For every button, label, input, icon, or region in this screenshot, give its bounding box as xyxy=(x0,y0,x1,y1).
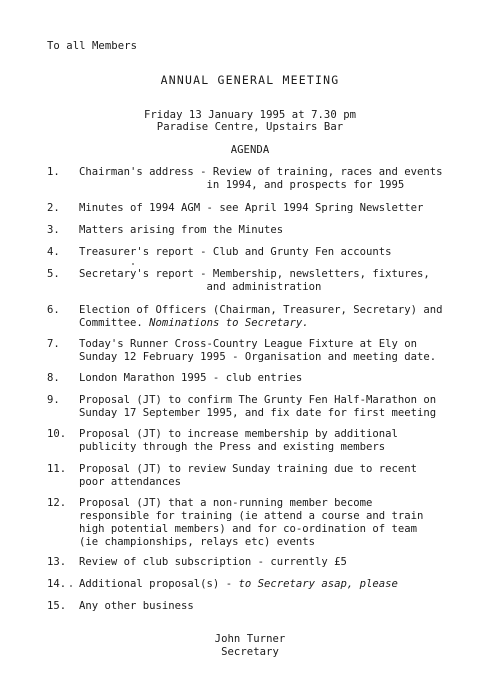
item-number: 2. xyxy=(47,202,60,214)
agenda-item-text: Election of Officers (Chairman, Treasurer, Secretary) and xyxy=(79,304,443,316)
agenda-item-text: Proposal (JT) to confirm The Grunty Fen Half-Marathon on xyxy=(79,394,437,406)
signature-name: John Turner xyxy=(214,633,286,645)
agenda-item-text: Any other business xyxy=(79,600,194,612)
agenda-item-text-plain: Additional proposal(s) - xyxy=(79,578,239,590)
agenda-item-text: publicity through the Press and existing members xyxy=(79,441,386,453)
agenda-item-text: Proposal (JT) that a non-running member become xyxy=(79,497,373,509)
meeting-date: Friday 13 January 1995 at 7.30 pm xyxy=(143,109,357,121)
agenda-item-text: Minutes of 1994 AGM - see April 1994 Spring Newsletter xyxy=(79,202,424,214)
item-number: 15. xyxy=(47,600,67,612)
item-number: 11. xyxy=(47,463,67,475)
agenda-item-text-plain: Committee. xyxy=(79,317,150,329)
agenda-item-text: Matters arising from the Minutes xyxy=(79,224,284,236)
print-speck xyxy=(132,263,134,265)
agenda-item-text: Sunday 17 September 1995, and fix date for first meeting xyxy=(79,407,437,419)
agenda-item-text: Secretary's report - Membership, newsletters, fixtures, xyxy=(79,268,430,280)
agenda-item-text: Sunday 12 February 1995 - Organisation and meeting date. xyxy=(79,351,437,363)
item-number: 8. xyxy=(47,372,60,384)
item-number: 7. xyxy=(47,338,60,350)
agenda-item-text: responsible for training (ie attend a course and train xyxy=(79,510,424,522)
agenda-item-text-italic: to Secretary asap, please xyxy=(238,578,398,590)
agenda-item-text: Chairman's address - Review of training, races and events xyxy=(79,166,443,178)
item-number: 12. xyxy=(47,497,67,509)
item-number: 6. xyxy=(47,304,60,316)
agenda-item-text-italic: Nominations to Secretary. xyxy=(149,317,309,329)
agenda-item-text xyxy=(79,317,309,330)
item-number: 9. xyxy=(47,394,60,406)
meeting-venue: Paradise Centre, Upstairs Bar xyxy=(156,121,344,133)
item-number: 1. xyxy=(47,166,60,178)
item-number: 3. xyxy=(47,224,60,236)
agenda-item-text: in 1994, and prospects for 1995 xyxy=(79,179,405,191)
to-line: To all Members xyxy=(47,40,137,52)
agenda-item-text: (ie championships, relays etc) events xyxy=(79,536,315,548)
agenda-item-text: Proposal (JT) to increase membership by additional xyxy=(79,428,398,440)
item-number: 10. xyxy=(47,428,67,440)
item-number: 13. xyxy=(47,556,67,568)
agenda-item-text: Today's Runner Cross-Country League Fixture at Ely on xyxy=(79,338,418,350)
meeting-title: ANNUAL GENERAL MEETING xyxy=(160,73,340,87)
agenda-item-text: poor attendances xyxy=(79,476,182,488)
agenda-item-text: Proposal (JT) to review Sunday training due to recent xyxy=(79,463,418,475)
agenda-item-text: high potential members) and for co-ordination of team xyxy=(79,523,418,535)
agenda-item-text xyxy=(79,578,398,591)
agenda-item-text: Treasurer's report - Club and Grunty Fen accounts xyxy=(79,246,392,258)
agenda-item-text: Review of club subscription - currently £5 xyxy=(79,556,347,568)
signature-role: Secretary xyxy=(221,646,279,658)
item-number: 4. xyxy=(47,246,60,258)
print-speck xyxy=(70,585,72,587)
item-number: 14. xyxy=(47,578,67,590)
agenda-item-text: London Marathon 1995 - club entries xyxy=(79,372,303,384)
agenda-heading: AGENDA xyxy=(230,144,270,156)
agenda-item-text: and administration xyxy=(79,281,322,293)
item-number: 5. xyxy=(47,268,60,280)
